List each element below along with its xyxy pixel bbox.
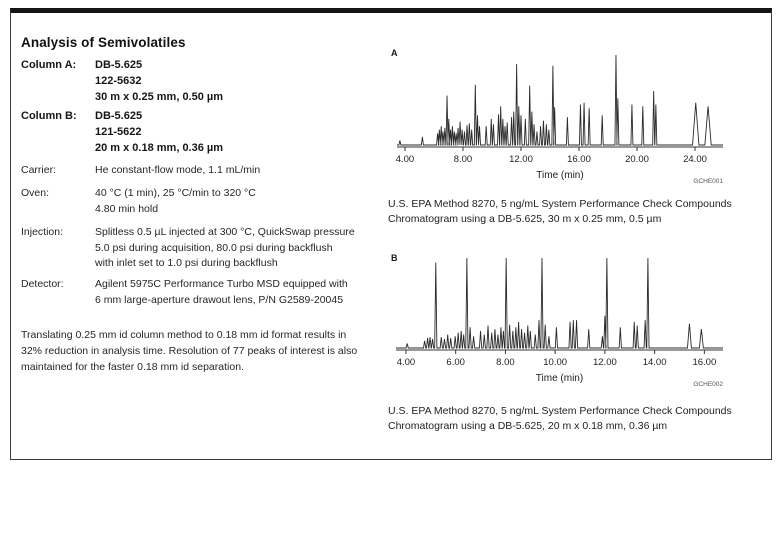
x-tick-label: 8.00 — [496, 357, 515, 368]
spec-value-line: with inlet set to 1.0 psi during backflush — [95, 257, 278, 269]
spec-value-line: He constant-flow mode, 1.1 mL/min — [95, 164, 261, 176]
spec-value-line: Agilent 5975C Performance Turbo MSD equipped with — [95, 278, 348, 290]
spec-value — [95, 186, 385, 217]
x-tick-label: 24.00 — [683, 154, 707, 165]
x-tick-label: 8.00 — [453, 154, 473, 165]
spec-label: Detector: — [21, 278, 64, 290]
note-line: Translating 0.25 mm id column method to 0.18 mm id format results in — [21, 329, 347, 341]
panel-label: B — [391, 253, 398, 263]
spec-value-line: 30 m x 0.25 mm, 0.50 µm — [95, 91, 224, 103]
spec-label: Carrier: — [21, 164, 57, 176]
x-tick-label: 12.00 — [509, 154, 533, 165]
x-tick-label: 12.00 — [592, 357, 617, 368]
x-axis-label: Time (min) — [536, 170, 584, 181]
spec-label: Oven: — [21, 187, 50, 199]
figure-caption-a — [388, 197, 750, 226]
spec-value-line: 5.0 psi during acquisition, 80.0 psi during backflush — [95, 241, 333, 254]
x-tick-label: 14.00 — [642, 357, 667, 368]
spec-value-line: 6 mm large-aperture drawout lens, P/N G2589-20045 — [95, 293, 344, 306]
spec-value — [95, 225, 385, 272]
spec-label: Column A: — [21, 59, 77, 71]
spec-value-line: 40 °C (1 min), 25 °C/min to 320 °C — [95, 187, 256, 199]
spec-value — [95, 108, 385, 156]
spec-value-line: 122-5632 — [95, 75, 142, 87]
spec-value — [95, 277, 385, 308]
x-tick-label: 20.00 — [625, 154, 649, 165]
figure-caption-b — [388, 404, 750, 433]
spec-label: Column B: — [21, 110, 77, 122]
x-tick-label: 16.00 — [567, 154, 591, 165]
x-tick-label: 10.00 — [543, 357, 568, 368]
spec-value-line: DB-5.625 — [95, 110, 143, 122]
figure-code: GCHE002 — [693, 381, 723, 388]
page-title: Analysis of Semivolatiles — [21, 35, 186, 50]
chromatogram-trace — [397, 55, 723, 145]
x-tick-label: 6.00 — [446, 357, 465, 368]
note-line: maintained for the faster 0.18 mm id separation. — [21, 360, 244, 373]
chromatogram-svg-a — [385, 40, 737, 192]
chromatogram-b — [385, 245, 737, 397]
caption-line: U.S. EPA Method 8270, 5 ng/mL System Performance Check Compounds — [388, 198, 732, 210]
x-tick-label: 16.00 — [692, 357, 717, 368]
spec-value-line: Splitless 0.5 µL injected at 300 °C, QuickSwap pressure — [95, 226, 355, 238]
note-line: 32% reduction in analysis time. Resolution of 77 peaks of interest is also — [21, 344, 358, 357]
page-sheet — [10, 8, 772, 460]
spec-value-line: 20 m x 0.18 mm, 0.36 µm — [95, 142, 224, 154]
spec-value-line: 4.80 min hold — [95, 202, 159, 215]
caption-line: Chromatogram using a DB-5.625, 20 m x 0.18 mm, 0.36 µm — [388, 419, 668, 432]
spec-value — [95, 163, 385, 179]
chromatogram-svg-b — [385, 245, 737, 397]
x-tick-label: 4.00 — [396, 357, 416, 368]
note-paragraph — [21, 328, 373, 375]
spec-value-line: 121-5622 — [95, 126, 142, 138]
caption-line: U.S. EPA Method 8270, 5 ng/mL System Performance Check Compounds — [388, 405, 732, 417]
spec-label: Injection: — [21, 226, 64, 238]
caption-line: Chromatogram using a DB-5.625, 30 m x 0.25 mm, 0.5 µm — [388, 212, 662, 225]
x-tick-label: 4.00 — [395, 154, 415, 165]
chromatogram-trace — [396, 258, 723, 348]
spec-value-line: DB-5.625 — [95, 59, 143, 71]
chromatogram-a — [385, 40, 737, 192]
panel-label: A — [391, 48, 398, 58]
figure-code: GCHE001 — [693, 178, 723, 185]
x-axis-label: Time (min) — [535, 373, 584, 384]
spec-value — [95, 57, 385, 105]
